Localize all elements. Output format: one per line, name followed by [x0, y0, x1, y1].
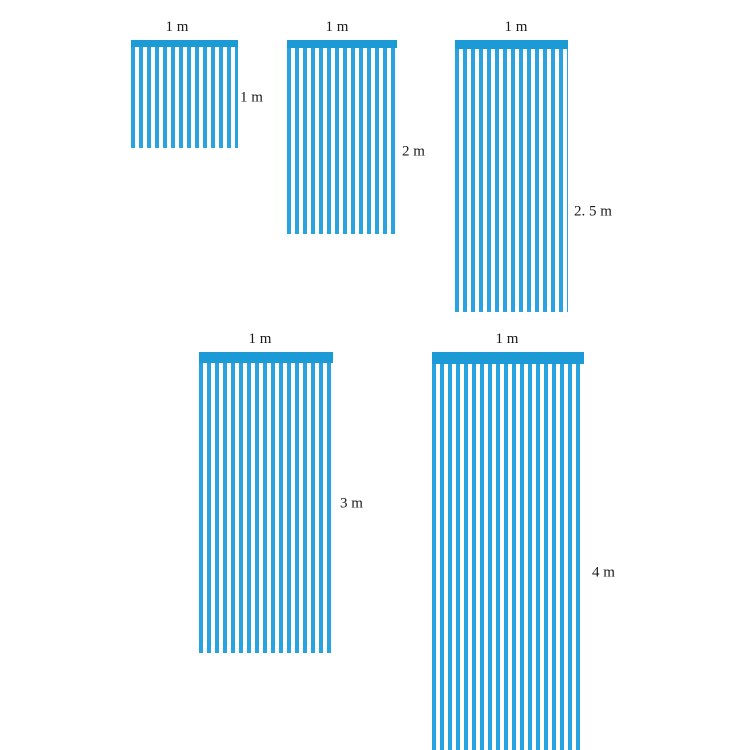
curtain-3 [455, 40, 568, 312]
curtain-2 [287, 40, 397, 234]
curtain-4-fabric [199, 363, 333, 653]
curtain-2-width-label: 1 m [325, 19, 349, 35]
curtain-4-rod [199, 352, 333, 363]
curtain-2-fabric [287, 48, 397, 234]
curtain-3-width-label: 1 m [504, 19, 528, 35]
curtain-5-height-label: 4 m [592, 564, 615, 581]
curtain-4 [199, 352, 333, 653]
curtain-1-rod [131, 40, 238, 47]
curtain-5-width-label: 1 m [495, 331, 519, 347]
curtain-4-width-label: 1 m [248, 331, 272, 347]
curtain-5-rod [432, 352, 584, 364]
curtain-2-rod [287, 40, 397, 48]
curtain-3-height-label: 2. 5 m [574, 203, 612, 220]
curtain-1-height-label: 1 m [240, 89, 263, 106]
curtain-5 [432, 352, 584, 750]
curtain-2-height-label: 2 m [402, 143, 425, 160]
curtain-3-fabric [455, 49, 568, 312]
curtain-4-height-label: 3 m [340, 495, 363, 512]
curtain-1-fabric [131, 47, 238, 148]
curtain-1 [131, 40, 238, 148]
curtain-3-rod [455, 40, 568, 49]
curtain-5-fabric [432, 364, 584, 750]
curtain-1-width-label: 1 m [165, 19, 189, 35]
